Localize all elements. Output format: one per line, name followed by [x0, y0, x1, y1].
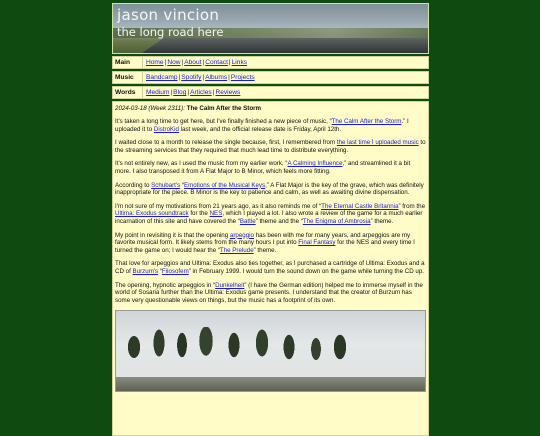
banner-road — [142, 38, 429, 53]
link-nes[interactable]: NES — [209, 210, 223, 218]
text: “ — [158, 268, 162, 276]
link-exodus-soundtrack[interactable]: Ultima: Exodus soundtrack — [115, 210, 189, 218]
photo-trees — [124, 327, 354, 383]
text: .” I uploaded it to — [115, 118, 409, 134]
link-distrokid[interactable]: DistroKid — [153, 126, 179, 134]
nav-links-main: Home|Now|About|Contact|Links — [146, 59, 248, 66]
link-filosofem[interactable]: Filosofem — [161, 268, 189, 276]
paragraph-4 — [115, 182, 426, 198]
link-emotions-keys[interactable]: Emotions of the Musical Keys — [183, 181, 266, 189]
link-enigma-ambrosia[interactable]: The Enigma of Ambrosia — [302, 218, 371, 226]
text: ” (I have the German edition) helped me to immerse myself in the world of Sosaria further than the Ultima: Exodus game presents. I understand that the creator of Burzum has some very questionable views on things, but the music has a footprint of its own. — [115, 281, 423, 305]
nav-link-spotify[interactable]: Spotify — [181, 74, 202, 81]
nav-label-words: Words — [113, 87, 143, 98]
text: “ — [180, 181, 184, 189]
article-dateline — [115, 105, 426, 113]
text: The opening, hypnotic arpeggios in “ — [115, 281, 216, 289]
site-subtitle: the long road here — [117, 25, 224, 39]
paragraph-5 — [115, 203, 426, 226]
text: , which I played a lot. I also wrote a review of the game for a much earlier incarnation of this site and have covered the “ — [115, 210, 423, 226]
text: I waited close to a month to release the single because, first, I remembered from — [115, 139, 337, 147]
text: ” in February 1999. I would turn the sound down on the game while turning the CD up. — [188, 268, 425, 276]
article-body — [112, 101, 429, 436]
text: That love for arpeggios and Ultima: Exodus also ties together, as I purchased a cartridge of Ultima: Exodus and a CD of — [115, 260, 425, 276]
paragraph-6 — [115, 232, 426, 255]
text: It's not entirely new, as I used the music from my earlier work, “ — [115, 160, 288, 168]
paragraph-1 — [115, 118, 426, 134]
link-eternal-castle[interactable]: The Eternal Castle Britannia — [321, 202, 399, 210]
nav-links-music: Bandcamp|Spotify|Albums|Projects — [146, 74, 255, 81]
link-arpeggio[interactable]: arpeggio — [229, 231, 254, 239]
text: My point in revisiting it is that the opening — [115, 231, 230, 239]
paragraph-3 — [115, 160, 426, 176]
text: for the NES and every time I turned the game on; I would hear the “ — [115, 239, 415, 255]
text: ” theme. — [370, 218, 394, 226]
link-last-upload[interactable]: the last time I uploaded music — [336, 139, 419, 147]
nav-link-contact[interactable]: Contact — [205, 59, 228, 66]
text: ,” and streamlined it a bit more. I also transposed it from A Flat Major to B Minor, which feels more fitting. — [115, 160, 411, 176]
text: for the — [188, 210, 210, 218]
site-title: jason vincion — [117, 6, 220, 24]
nav-link-now[interactable]: Now — [167, 59, 181, 66]
nav-link-albums[interactable]: Albums — [205, 74, 228, 81]
text: ” theme and the “ — [255, 218, 303, 226]
article-photo — [115, 310, 426, 392]
text: According to — [115, 181, 152, 189]
text: I'm not sure of my motivations from 21 years ago, as it also reminds me of “ — [115, 202, 322, 210]
paragraph-2 — [115, 139, 426, 155]
link-dunkelheit[interactable]: Dunkelheit — [215, 281, 245, 289]
nav-row-words — [112, 86, 429, 99]
text: ,” A Flat Major is the key of the grave, which was definitely inappropriate for the piece. B Minor is the key to patience and calm, as well as awaiting divine dispensation. — [115, 181, 424, 197]
text: It's taken a long time to get here, but I've finally finished a new piece of music, “ — [115, 118, 332, 126]
nav-link-medium[interactable]: Medium — [146, 89, 170, 96]
nav-row-main — [112, 56, 429, 69]
nav-label-main: Main — [113, 57, 143, 68]
link-schubart[interactable]: Schubart's — [151, 181, 181, 189]
article-date: 2024-03-18 (Week 2311): — [115, 105, 185, 112]
paragraph-7 — [115, 260, 426, 276]
nav-link-about[interactable]: About — [184, 59, 202, 66]
text: ” from the — [398, 202, 426, 210]
text: to the streaming services that they required that much lead time to distribute everything. — [115, 139, 426, 155]
text: ” theme. — [253, 247, 277, 255]
header-banner[interactable] — [112, 3, 429, 54]
nav-link-projects[interactable]: Projects — [230, 74, 255, 81]
link-battle[interactable]: Battle — [239, 218, 256, 226]
nav-link-bandcamp[interactable]: Bandcamp — [146, 74, 178, 81]
nav-row-music — [112, 71, 429, 84]
nav-link-blog[interactable]: Blog — [173, 89, 187, 96]
link-calm-after-storm[interactable]: The Calm After the Storm — [331, 118, 402, 126]
link-calming-influence[interactable]: A Calming Influence — [287, 160, 343, 168]
link-burzum[interactable]: Burzum's — [132, 268, 159, 276]
nav-link-home[interactable]: Home — [146, 59, 164, 66]
text: last week, and the official release date is Friday, April 12th. — [178, 126, 342, 134]
article-title: The Calm After the Storm — [186, 105, 262, 112]
nav-link-links[interactable]: Links — [231, 59, 248, 66]
link-final-fantasy[interactable]: Final Fantasy — [298, 239, 336, 247]
photo-ground — [116, 377, 425, 391]
paragraph-8 — [115, 282, 426, 305]
nav-link-articles[interactable]: Articles — [190, 89, 212, 96]
nav-label-music: Music — [113, 72, 143, 83]
text: has been with me for many years, and arpeggios are my favorite musical form. It likely stems from the many hours I put into — [115, 231, 411, 247]
page-wrapper — [112, 3, 429, 436]
nav-links-words: Medium|Blog|Articles|Reviews — [146, 89, 241, 96]
nav-link-reviews[interactable]: Reviews — [215, 89, 241, 96]
link-prelude[interactable]: The Prelude — [219, 247, 254, 255]
